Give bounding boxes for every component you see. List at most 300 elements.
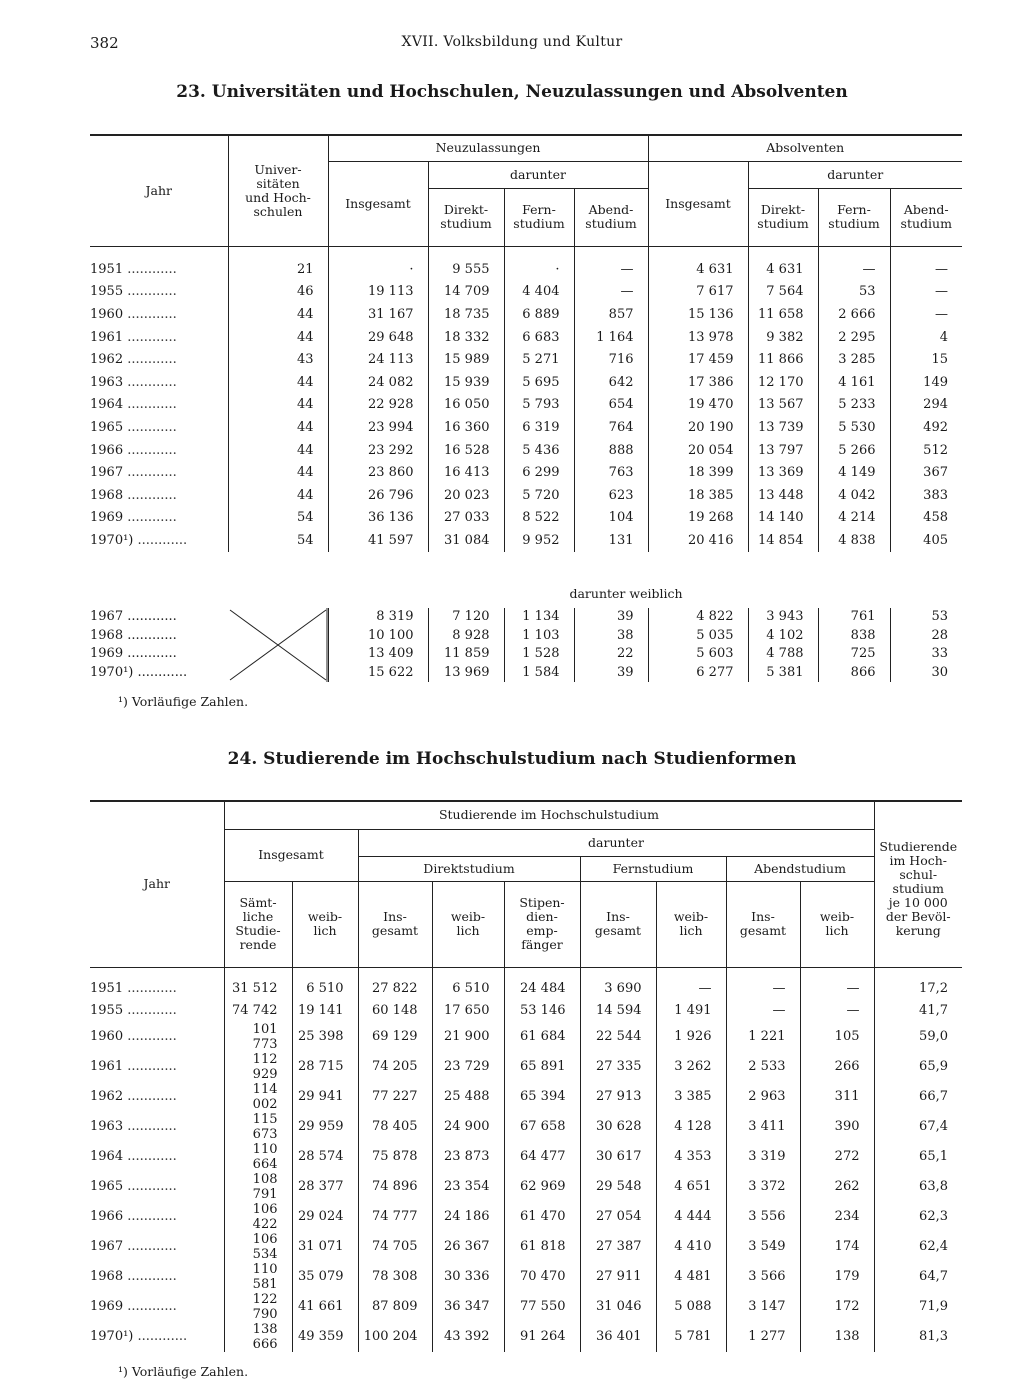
value-cell: 41 597 [328, 529, 428, 552]
year-cell [90, 416, 228, 439]
value-cell: 87 809 [358, 1292, 432, 1322]
year-cell: 1969 ............ [90, 646, 177, 662]
value-cell: 654 [574, 394, 648, 417]
value-cell: 110 664 [224, 1142, 292, 1172]
table-row [90, 1052, 962, 1082]
col-neu-darunter: darunter [428, 161, 648, 188]
value-cell: 131 [574, 529, 648, 552]
leader-dots: ............ [123, 442, 177, 458]
leader-dots: ............ [123, 465, 177, 481]
value-cell: 4 788 [748, 645, 818, 664]
value-cell: 405 [890, 529, 962, 552]
value-cell: 1 103 [504, 626, 574, 645]
value-cell: 54 [228, 507, 328, 530]
year-cell [90, 303, 228, 326]
value-cell: 36 136 [328, 507, 428, 530]
value-cell: — [800, 977, 874, 999]
value-cell: 28 [890, 626, 962, 645]
value-cell: 44 [228, 484, 328, 507]
value-cell: 7 564 [748, 281, 818, 304]
value-cell: 41 661 [292, 1292, 358, 1322]
year-cell [90, 999, 224, 1021]
value-cell: 53 [818, 281, 890, 304]
value-cell: 3 285 [818, 348, 890, 371]
value-cell: 14 140 [748, 507, 818, 530]
table-row-female [90, 608, 962, 627]
value-cell: 33 [890, 645, 962, 664]
value-cell: 74 742 [224, 999, 292, 1021]
value-cell: 4 404 [504, 281, 574, 304]
value-cell: 65,1 [874, 1142, 962, 1172]
year-cell [90, 371, 228, 394]
value-cell: 9 382 [748, 326, 818, 349]
year-label: 1967 [90, 1239, 124, 1255]
year-label: 1970¹) [90, 532, 134, 548]
year-cell [90, 1262, 224, 1292]
value-cell: 23 292 [328, 439, 428, 462]
table23-footnote: ¹) Vorläufige Zahlen. [118, 693, 249, 709]
year-cell [90, 258, 228, 281]
col-insgesamt: Insgesamt [224, 829, 358, 881]
value-cell: 36 401 [580, 1322, 656, 1352]
table24 [90, 800, 962, 1379]
value-cell: 122 790 [224, 1292, 292, 1322]
value-cell: 77 550 [504, 1292, 580, 1322]
value-cell: 10 100 [328, 626, 428, 645]
year-cell [90, 394, 228, 417]
value-cell: 13 969 [428, 663, 504, 682]
year-label: 1951 [90, 261, 124, 277]
col-fern-insgesamt: Ins- gesamt [580, 881, 656, 967]
value-cell: 1 221 [726, 1022, 800, 1052]
leader-dots: ............ [123, 306, 177, 322]
year-label: 1961 [90, 1059, 124, 1075]
col-neu-fern: Fern- studium [504, 188, 574, 246]
leader-dots: ............ [123, 352, 177, 368]
value-cell: 1 491 [656, 999, 726, 1021]
year-cell [90, 1172, 224, 1202]
value-cell: 25 488 [432, 1082, 504, 1112]
value-cell: 43 392 [432, 1322, 504, 1352]
value-cell: 18 399 [648, 461, 748, 484]
value-cell: 66,7 [874, 1082, 962, 1112]
value-cell: 9 555 [428, 258, 504, 281]
col-abs-fern: Fern- studium [818, 188, 890, 246]
value-cell: 16 528 [428, 439, 504, 462]
value-cell: 115 673 [224, 1112, 292, 1142]
value-cell: 27 033 [428, 507, 504, 530]
value-cell: 8 522 [504, 507, 574, 530]
value-cell: 20 190 [648, 416, 748, 439]
year-label: 1965 [90, 419, 124, 435]
year-cell: 1968 ............ [90, 627, 177, 643]
value-cell: 44 [228, 326, 328, 349]
col-jahr: Jahr [90, 801, 224, 967]
table-row [90, 439, 962, 462]
value-cell: 3 690 [580, 977, 656, 999]
table23-header [90, 135, 962, 258]
value-cell: 31 071 [292, 1232, 358, 1262]
table-row [90, 529, 962, 552]
value-cell: 27 387 [580, 1232, 656, 1262]
table23 [90, 134, 962, 709]
col-jahr: Jahr [90, 135, 228, 246]
table-row [90, 999, 962, 1021]
value-cell: 24 186 [432, 1202, 504, 1232]
table-row [90, 303, 962, 326]
leader-dots: ............ [123, 284, 177, 300]
value-cell: 65 891 [504, 1052, 580, 1082]
value-cell: 764 [574, 416, 648, 439]
year-cell [90, 1142, 224, 1172]
value-cell: 31 167 [328, 303, 428, 326]
leader-dots: ............ [133, 532, 188, 548]
value-cell: 100 204 [358, 1322, 432, 1352]
value-cell: — [890, 281, 962, 304]
value-cell: 19 141 [292, 999, 358, 1021]
year-label: 1970¹) [90, 1329, 134, 1345]
leader-dots: ............ [123, 1179, 177, 1195]
value-cell: 106 422 [224, 1202, 292, 1232]
value-cell: 2 295 [818, 326, 890, 349]
col-stipendien: Stipen- dien- emp- fänger [504, 881, 580, 967]
value-cell: 15 [890, 348, 962, 371]
value-cell: 234 [800, 1202, 874, 1232]
value-cell: 642 [574, 371, 648, 394]
table24-body [90, 977, 962, 1352]
table-row [90, 394, 962, 417]
table-row [90, 1262, 962, 1292]
value-cell: 24 113 [328, 348, 428, 371]
value-cell: 23 994 [328, 416, 428, 439]
year-label: 1966 [90, 442, 124, 458]
value-cell: 19 113 [328, 281, 428, 304]
value-cell: 4 838 [818, 529, 890, 552]
value-cell: 30 336 [432, 1262, 504, 1292]
leader-dots: ............ [123, 487, 177, 503]
value-cell: 4 161 [818, 371, 890, 394]
value-cell: 623 [574, 484, 648, 507]
value-cell: 41,7 [874, 999, 962, 1021]
col-abs-darunter: darunter [748, 161, 962, 188]
value-cell: 61 818 [504, 1232, 580, 1262]
value-cell: 27 822 [358, 977, 432, 999]
value-cell: 26 367 [432, 1232, 504, 1262]
table23-title: 23. Universitäten und Hochschulen, Neuzulassungen und Absolventen [176, 82, 848, 102]
value-cell: 13 978 [648, 326, 748, 349]
year-label: 1955 [90, 284, 124, 300]
value-cell: 23 873 [432, 1142, 504, 1172]
table24-header [90, 801, 962, 977]
table23-body [90, 258, 962, 552]
value-cell: 24 082 [328, 371, 428, 394]
leader-dots: ............ [123, 261, 177, 277]
value-cell: 74 205 [358, 1052, 432, 1082]
value-cell: 74 705 [358, 1232, 432, 1262]
year-cell [90, 439, 228, 462]
value-cell: 29 548 [580, 1172, 656, 1202]
value-cell: 2 533 [726, 1052, 800, 1082]
value-cell: 64,7 [874, 1262, 962, 1292]
value-cell: 4 631 [748, 258, 818, 281]
leader-dots: ............ [123, 1269, 177, 1285]
value-cell: 110 581 [224, 1262, 292, 1292]
value-cell: 8 928 [428, 626, 504, 645]
value-cell: 5 436 [504, 439, 574, 462]
col-direkt-weiblich: weib- lich [432, 881, 504, 967]
leader-dots: ............ [123, 329, 177, 345]
year-label: 1951 [90, 980, 124, 996]
value-cell: 22 [574, 645, 648, 664]
table-row [90, 1142, 962, 1172]
value-cell: 23 860 [328, 461, 428, 484]
value-cell: 4 [890, 326, 962, 349]
value-cell: 104 [574, 507, 648, 530]
value-cell: 46 [228, 281, 328, 304]
value-cell: 367 [890, 461, 962, 484]
value-cell: 311 [800, 1082, 874, 1112]
value-cell: 106 534 [224, 1232, 292, 1262]
col-direktstudium: Direktstudium [358, 856, 580, 881]
year-label: 1969 [90, 510, 124, 526]
value-cell: 179 [800, 1262, 874, 1292]
value-cell: 5 793 [504, 394, 574, 417]
value-cell: 61 684 [504, 1022, 580, 1052]
table-row [90, 1082, 962, 1112]
value-cell: 39 [574, 663, 648, 682]
value-cell: 19 268 [648, 507, 748, 530]
leader-dots: ............ [123, 1089, 177, 1105]
value-cell: 114 002 [224, 1082, 292, 1112]
value-cell: 91 264 [504, 1322, 580, 1352]
year-label: 1969 [90, 1299, 124, 1315]
leader-dots: ............ [123, 1029, 177, 1045]
value-cell: 24 900 [432, 1112, 504, 1142]
table-row [90, 1322, 962, 1352]
value-cell: 16 360 [428, 416, 504, 439]
col-fernstudium: Fernstudium [580, 856, 726, 881]
value-cell: 4 444 [656, 1202, 726, 1232]
col-universitaeten: Univer- sitäten und Hoch- schulen [228, 135, 328, 246]
table23-female-body [90, 608, 962, 682]
value-cell: — [726, 977, 800, 999]
value-cell: 4 149 [818, 461, 890, 484]
value-cell: 6 510 [292, 977, 358, 999]
value-cell: 4 214 [818, 507, 890, 530]
value-cell: 5 695 [504, 371, 574, 394]
col-neu-abend: Abend- studium [574, 188, 648, 246]
value-cell: 108 791 [224, 1172, 292, 1202]
value-cell: 761 [818, 608, 890, 627]
leader-dots: ............ [123, 510, 177, 526]
year-label: 1968 [90, 487, 124, 503]
value-cell: 838 [818, 626, 890, 645]
value-cell: 44 [228, 394, 328, 417]
year-label: 1967 [90, 465, 124, 481]
value-cell: — [574, 258, 648, 281]
value-cell: 75 878 [358, 1142, 432, 1172]
value-cell: 27 913 [580, 1082, 656, 1112]
value-cell: 31 046 [580, 1292, 656, 1322]
table-row [90, 977, 962, 999]
value-cell: — [800, 999, 874, 1021]
leader-dots: ............ [123, 1059, 177, 1075]
year-label: 1960 [90, 306, 124, 322]
table-row [90, 461, 962, 484]
value-cell: — [818, 258, 890, 281]
value-cell: · [328, 258, 428, 281]
value-cell: 44 [228, 371, 328, 394]
table-row [90, 1112, 962, 1142]
value-cell: 18 332 [428, 326, 504, 349]
value-cell: 6 299 [504, 461, 574, 484]
value-cell: 8 319 [328, 608, 428, 627]
leader-dots: ............ [123, 1209, 177, 1225]
year-cell: 1967 ............ [90, 609, 177, 625]
value-cell: 5 035 [648, 626, 748, 645]
value-cell: 30 628 [580, 1112, 656, 1142]
table23-subcaption: darunter weiblich [569, 585, 683, 601]
col-neu-insgesamt: Insgesamt [328, 161, 428, 246]
value-cell: 5 233 [818, 394, 890, 417]
value-cell: 59,0 [874, 1022, 962, 1052]
table24-footnote: ¹) Vorläufige Zahlen. [118, 1363, 249, 1379]
value-cell: 5 381 [748, 663, 818, 682]
value-cell: — [890, 258, 962, 281]
table-row [90, 416, 962, 439]
value-cell: 20 054 [648, 439, 748, 462]
value-cell: 6 889 [504, 303, 574, 326]
year-label: 1962 [90, 352, 124, 368]
value-cell: 27 054 [580, 1202, 656, 1232]
value-cell: 149 [890, 371, 962, 394]
value-cell: 81,3 [874, 1322, 962, 1352]
year-cell [90, 281, 228, 304]
value-cell: 11 658 [748, 303, 818, 326]
value-cell: 78 405 [358, 1112, 432, 1142]
col-darunter: darunter [358, 829, 874, 856]
value-cell: 13 797 [748, 439, 818, 462]
year-cell [90, 1082, 224, 1112]
year-label: 1962 [90, 1089, 124, 1105]
value-cell: 28 715 [292, 1052, 358, 1082]
value-cell: 272 [800, 1142, 874, 1172]
table-row [90, 258, 962, 281]
table-row [90, 1172, 962, 1202]
value-cell: 3 147 [726, 1292, 800, 1322]
year-cell [90, 461, 228, 484]
value-cell: 458 [890, 507, 962, 530]
leader-dots: ............ [123, 1149, 177, 1165]
value-cell: 13 448 [748, 484, 818, 507]
col-abs-abend: Abend- studium [890, 188, 962, 246]
value-cell: 62,4 [874, 1232, 962, 1262]
value-cell: 4 481 [656, 1262, 726, 1292]
value-cell: 4 353 [656, 1142, 726, 1172]
value-cell: 6 277 [648, 663, 748, 682]
value-cell: 6 319 [504, 416, 574, 439]
value-cell: 5 781 [656, 1322, 726, 1352]
value-cell: 65,9 [874, 1052, 962, 1082]
value-cell: 15 989 [428, 348, 504, 371]
value-cell: 1 926 [656, 1022, 726, 1052]
col-studierende-group: Studierende im Hochschulstudium [224, 801, 874, 829]
year-label: 1963 [90, 1119, 124, 1135]
value-cell: 69 129 [358, 1022, 432, 1052]
value-cell: 4 822 [648, 608, 748, 627]
value-cell: 44 [228, 461, 328, 484]
col-fern-weiblich: weib- lich [656, 881, 726, 967]
leader-dots: ............ [123, 1002, 177, 1018]
col-je-10000: Studierende im Hoch- schul- studium je 10 000 der Bevöl- kerung [874, 801, 962, 967]
value-cell: 16 413 [428, 461, 504, 484]
value-cell: 53 146 [504, 999, 580, 1021]
value-cell: 17 650 [432, 999, 504, 1021]
value-cell: 27 335 [580, 1052, 656, 1082]
col-saemtliche: Sämt- liche Studie- rende [224, 881, 292, 967]
value-cell: 21 [228, 258, 328, 281]
value-cell: 1 164 [574, 326, 648, 349]
value-cell: 14 709 [428, 281, 504, 304]
year-cell [90, 1292, 224, 1322]
value-cell: 16 050 [428, 394, 504, 417]
value-cell: 1 584 [504, 663, 574, 682]
value-cell: 4 651 [656, 1172, 726, 1202]
table24-title: 24. Studierende im Hochschulstudium nach Studienformen [227, 749, 797, 769]
value-cell: — [726, 999, 800, 1021]
col-abs-insgesamt: Insgesamt [648, 161, 748, 246]
value-cell: 28 574 [292, 1142, 358, 1172]
leader-dots: ............ [123, 1119, 177, 1135]
value-cell: 725 [818, 645, 890, 664]
year-label: 1965 [90, 1179, 124, 1195]
page-number: 382 [90, 34, 119, 52]
leader-dots: ............ [123, 419, 177, 435]
value-cell: 3 566 [726, 1262, 800, 1292]
value-cell: 21 900 [432, 1022, 504, 1052]
value-cell: — [574, 281, 648, 304]
value-cell: 15 136 [648, 303, 748, 326]
value-cell: 3 549 [726, 1232, 800, 1262]
value-cell: 13 739 [748, 416, 818, 439]
leader-dots: ............ [123, 1299, 177, 1315]
value-cell: 27 911 [580, 1262, 656, 1292]
value-cell: 67,4 [874, 1112, 962, 1142]
year-cell [90, 1202, 224, 1232]
value-cell: 20 023 [428, 484, 504, 507]
value-cell: 70 470 [504, 1262, 580, 1292]
value-cell: 3 319 [726, 1142, 800, 1172]
value-cell: 44 [228, 416, 328, 439]
value-cell: 7 617 [648, 281, 748, 304]
running-head: XVII. Volksbildung und Kultur [401, 34, 623, 50]
value-cell: 5 530 [818, 416, 890, 439]
year-label: 1968 [90, 1269, 124, 1285]
value-cell: 13 369 [748, 461, 818, 484]
value-cell: 13 409 [328, 645, 428, 664]
value-cell: 29 024 [292, 1202, 358, 1232]
value-cell: 5 720 [504, 484, 574, 507]
value-cell: 101 773 [224, 1022, 292, 1052]
table-row [90, 1022, 962, 1052]
value-cell: 11 859 [428, 645, 504, 664]
value-cell: 512 [890, 439, 962, 462]
value-cell: 44 [228, 439, 328, 462]
col-absolventen: Absolventen [648, 135, 962, 161]
table-row [90, 484, 962, 507]
value-cell: 71,9 [874, 1292, 962, 1322]
value-cell: 44 [228, 303, 328, 326]
